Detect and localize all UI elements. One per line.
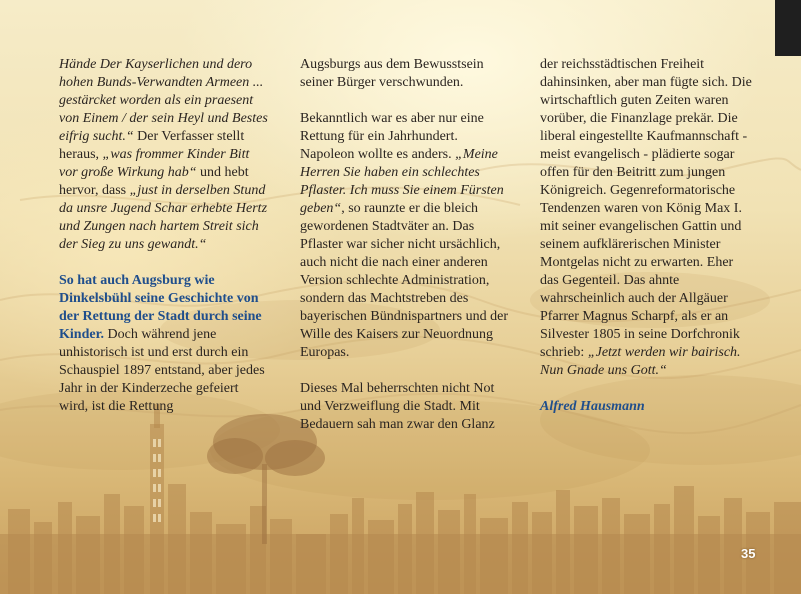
quote-text: „just in derselben Stund da unsre Jugend Schar erhebte Hertz und Zungen nach hartem Streit sich der Sieg zu uns gewandt.“: [59, 183, 268, 252]
quote-text: „was frommer Kinder Bitt vor große Wirkung hab“: [59, 147, 250, 180]
body-text: , so raunzte er die bleich gewordenen Stadtväter an. Das Pflaster war sicher nicht ursächlich, auch nicht die nach einer anderen Version schlechte Administration, sondern das Machtstreben des bayerischen Bündnispartners und der Wille des Kaisers zur Neuordnung Europas.: [300, 201, 508, 360]
quote-text: „Meine Herren Sie haben ein schlechtes Pflaster. Ich muss Sie einem Fürsten geben“: [300, 147, 504, 216]
paragraph: Dieses Mal beherrschten nicht Not und Verzweiflung die Stadt. Mit Bedauern sah man zwar den Glanz: [300, 381, 495, 432]
paragraph: [540, 56, 755, 380]
page-number: 35: [741, 546, 756, 561]
paragraph: [300, 110, 515, 362]
body-text: Der Verfasser stellt heraus,: [59, 129, 245, 162]
quote-text: „Jetzt werden wir bairisch. Nun Gnade uns Gott.“: [540, 345, 741, 378]
author-name: Alfred Hausmann: [540, 399, 645, 414]
paragraph: [59, 272, 271, 416]
body-text: Doch während jene unhistorisch ist und erst durch ein Schauspiel 1897 entstand, aber jedes Jahr in der Kinderzeche gefeiert wird, ist die Rettung: [59, 327, 265, 414]
page-edge-tab: [775, 0, 801, 56]
paragraph: [59, 56, 271, 254]
body-text: Bekanntlich war es aber nur eine Rettung für ein Jahrhundert. Napoleon wollte es anders.: [300, 111, 484, 162]
paragraph: Augsburgs aus dem Bewusstsein seiner Bürger verschwunden.: [300, 57, 484, 90]
text-column-3: [540, 56, 755, 416]
highlighted-lead-sentence: So hat auch Augsburg wie Dinkelsbühl seine Geschichte von der Rettung der Stadt durch seine Kinder.: [59, 273, 262, 342]
quote-text: Hände Der Kayserlichen und dero hohen Bunds-Verwandten Armeen ... gestärcket worden als ein praesent von Einem / der sein Heyl und Bestes eifrig sucht.“: [59, 57, 268, 144]
text-column-1: [59, 56, 271, 416]
body-text: der reichsstädtischen Freiheit dahinsinken, aber man fügte sich. Die wirtschaftlich guten Zeiten waren vorüber, die Finanzlage prekär. Die liberal eingestellte Kaufmannschaft - meist evangelisch - plädierte sogar offen für den Beitritt zum jungen Königreich. Gegenreformatorische Tendenzen waren von König Max I. mit seiner evangelischen Gattin und seinem aufklärerischen Minister Montgelas nicht zu erwarten. Eher das Gegenteil. Das ahnte wahrscheinlich auch der Allgäuer Pfarrer Magnus Scharpf, als er an Silvester 1805 in seine Dorfchronik schrieb:: [540, 57, 752, 360]
text-column-2: [300, 56, 515, 434]
body-text: und hebt hervor, dass: [59, 165, 249, 198]
